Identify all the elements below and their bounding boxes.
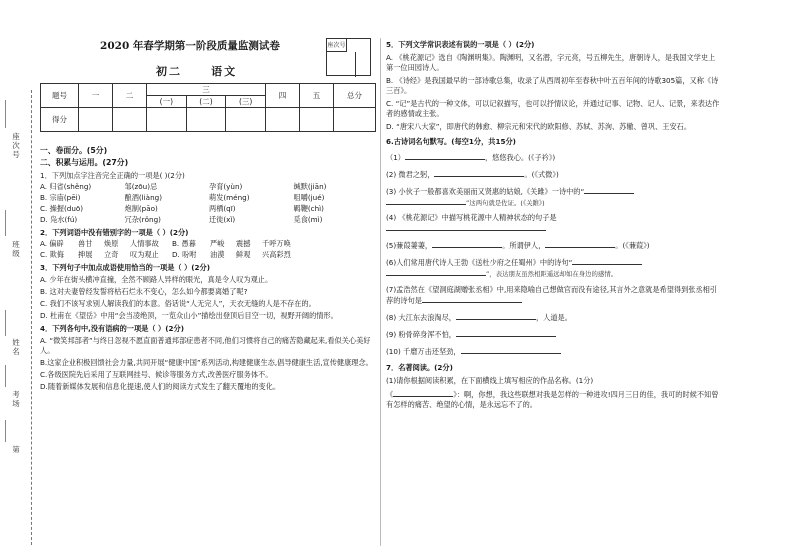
poem-text: (3) 小伙子一般都喜欢美丽而又贤惠的姑娘,《关雎》一诗中的“ — [386, 187, 585, 196]
score-cell[interactable] — [147, 108, 187, 132]
score-cell[interactable] — [334, 108, 376, 132]
room-field[interactable] — [5, 365, 6, 387]
q5-option-b: B. 《诗经》是我国最早的一部诗歌总集，收录了从西周初年至春秋中叶五百年间的诗歌305篇，又称《诗三百》。 — [386, 76, 719, 95]
question-2: 2．下列词语中没有错别字的一项是（ ）(2分) — [40, 228, 189, 237]
q2-opt: 千呼万唤 — [262, 239, 291, 248]
q1-opt: 冗杂(rǒng) — [124, 215, 161, 224]
poem-line-9 — [386, 329, 722, 340]
q7-sub-1: (1)请你根据阅读积累，在下面横线上填写相应的作品名称。(1分) — [386, 376, 594, 385]
poem-text: (10) 千磨万击还坚劲， — [386, 347, 461, 356]
poem-line-2 — [386, 169, 722, 180]
q1-opt: 觅食(mì) — [293, 215, 323, 224]
answer-blank[interactable] — [432, 240, 502, 248]
poem-line-7 — [386, 285, 722, 306]
q4-option-b: B.这家企业积极回馈社会力量,共同开展“健康中国”系列活动,构建健康生态,倡导健康生活,宣传健康理念。 — [40, 358, 373, 367]
q2-opt: 严峻 — [210, 239, 225, 248]
question-6: 6.古诗词名句默写。(每空1分，共15分) — [386, 137, 516, 146]
question-1: 1．下列加点字注音完全正确的一项是( )(2分) — [40, 171, 185, 180]
question-4: 4．下列各句中,没有语病的一项是（ ）(2分) — [40, 324, 184, 333]
grade-label: 初二 — [156, 65, 182, 78]
answer-blank[interactable] — [422, 295, 522, 303]
q1-opt: 邹(zōu)忌 — [124, 182, 158, 191]
answer-blank[interactable] — [386, 223, 546, 231]
left-column — [40, 38, 376, 546]
score-header-total: 总分 — [334, 84, 376, 108]
poem-text: （1） — [386, 153, 405, 162]
poem-text: (2) 微君之躬， — [386, 170, 435, 179]
score-cell[interactable] — [186, 108, 226, 132]
poem-text: ”，表达朋友虽然相距遥远却如在身边的感情。 — [486, 270, 618, 278]
q5-option-a: A. 《桃花源记》选自《陶渊明集》。陶渊明，又名潜，字元亮，号五柳先生，唐朝诗人，是我国文学史上第一位田园诗人。 — [386, 53, 716, 72]
poem-line-4 — [386, 213, 722, 234]
margin-seat-label: 座次号 — [12, 132, 20, 159]
q5-option-d: D. “唐宋八大家”，即唐代的韩愈、柳宗元和宋代的欧阳修、苏轼、苏洵、苏辙、曾巩、王安石。 — [386, 122, 692, 131]
subject-label: 语文 — [211, 65, 238, 78]
q1-options-a — [40, 182, 376, 192]
score-cell[interactable] — [300, 108, 334, 132]
poem-text: (5)蒹葭萋萋， — [386, 241, 433, 250]
answer-blank[interactable] — [434, 169, 524, 177]
score-header-4: 四 — [266, 84, 300, 108]
school-field[interactable] — [5, 420, 6, 442]
margin-school-label: 第 — [12, 445, 20, 454]
score-cell[interactable] — [79, 108, 113, 132]
q1-opt: 缄默(jiān) — [293, 182, 327, 191]
q2-opt: A. 偏辟 — [40, 239, 64, 248]
poem-line-1 — [386, 152, 722, 163]
score-header-num: 题号 — [41, 84, 79, 108]
score-row-label: 得分 — [41, 108, 79, 132]
score-cell[interactable] — [266, 108, 300, 132]
binding-margin — [0, 90, 38, 545]
q1-options-c — [40, 204, 376, 214]
q2-opt: 油漠 — [210, 250, 225, 259]
seat-field[interactable] — [5, 100, 6, 128]
cut-line — [31, 90, 32, 545]
right-column — [386, 40, 722, 546]
poem-text: 。(《蒹葭》) — [615, 241, 650, 250]
q2-opt: 抻展 — [78, 250, 93, 259]
score-header-2: 二 — [113, 84, 147, 108]
passage-text: ：啊，你想，我这些联想对我是怎样的一种进攻!四月三日的佳，我可的时候不知曾有怎样的痛苦、绝望的心情，是永远忘不了的。 — [386, 390, 719, 409]
q1-opt: 羁鞭(chì) — [293, 204, 324, 213]
q1-opt: 炮制(pāo) — [124, 204, 158, 213]
poem-line-6 — [386, 257, 722, 279]
q1-opt: 两栖(qī) — [209, 204, 236, 213]
score-sub-3: (三) — [226, 96, 266, 108]
q5-option-c: C. “记”是古代的一种文体，可以记叙描写，也可以抒情议论，并通过记事、记物、记人、记景，来表达作者的感情或主张。 — [386, 99, 720, 118]
poem-text: 。所谓伊人， — [502, 241, 546, 250]
q2-opt: 兽甘 — [78, 239, 93, 248]
q2-opt: D. 吩咐 — [172, 250, 197, 259]
score-cell[interactable] — [226, 108, 266, 132]
poem-line-5 — [386, 240, 722, 251]
q1-opt: 咀嚼(jué) — [293, 193, 325, 202]
margin-name-label: 姓名 — [12, 338, 20, 356]
q1-opt: 迁徙(xǐ) — [209, 215, 236, 224]
exam-subtitle — [156, 63, 237, 79]
q1-opt: A. 归省(shěng) — [40, 182, 92, 191]
score-header-5: 五 — [300, 84, 334, 108]
score-header-1: 一 — [79, 84, 113, 108]
answer-blank[interactable] — [456, 312, 536, 320]
q4-option-c: C.各级医院先后采用了互联网挂号、候诊等服务方式,改善医疗服务体不。 — [40, 370, 273, 379]
q2-opt: 兴高彩烈 — [262, 250, 291, 259]
poem-line-10 — [386, 346, 722, 357]
name-field[interactable] — [5, 310, 6, 336]
score-table — [40, 83, 376, 132]
q4-option-d: D.随着新媒体发展和信息化提速,使人们的阅读方式发生了翻天覆地的变化。 — [40, 382, 281, 391]
q1-opt: D. 凫水(fú) — [40, 215, 78, 224]
answer-blank[interactable] — [584, 186, 634, 194]
poem-text: ，悠悠我心。(《子衿》) — [484, 153, 556, 162]
q1-opt: 孕育(yùn) — [209, 182, 243, 191]
poem-line-3 — [386, 186, 722, 208]
q2-opt: 鲜观 — [236, 250, 251, 259]
q2-opt: 震撼 — [236, 239, 251, 248]
q2-options-cd — [40, 250, 376, 260]
q3-option-b: B. 这对夫妻曾经发誓将枯石烂永不变心，怎么如今都要离婚了呢? — [40, 287, 248, 296]
seat-divider — [355, 52, 356, 77]
q2-opt: 人情事故 — [130, 239, 159, 248]
q2-opt: C. 欺侮 — [40, 250, 64, 259]
score-sub-1: (一) — [147, 96, 187, 108]
question-7: 7．名著阅读。(2分) — [386, 363, 453, 372]
poem-text: (7)孟浩然在《望洞庭湖赠张丞相》中,用来隐喻自己想做官而没有途径,其言外之意就是希望得到张丞相引荐的诗句是 — [386, 285, 718, 305]
q4-option-a: A. “微笑邦部者”与终日忽视不愿直面普通邦部症患者不同,他们习惯将自己的痛苦隐藏起来,看似关心美好人。 — [40, 336, 371, 355]
poem-text: (9) 粉骨碎身浑不怕， — [386, 330, 456, 339]
seat-number-label: 座次号 — [327, 39, 347, 52]
poem-text: (4) 《桃花源记》中描写桃花源中人精神状态的句子是 — [386, 213, 557, 222]
column-divider — [380, 38, 381, 546]
answer-blank[interactable] — [461, 346, 561, 354]
question-3: 3．下列句子中加点成语使用恰当的一项是（ ）(2分) — [40, 263, 211, 272]
exam-title: 2020 年春学期第一阶段质量监测试卷 — [100, 40, 280, 52]
poem-text: (6)人们常用唐代诗人王勃《送杜少府之任蜀州》中的诗句“ — [386, 258, 573, 267]
class-field[interactable] — [5, 210, 6, 236]
answer-blank[interactable] — [572, 257, 642, 265]
book-title-blank[interactable] — [393, 389, 453, 397]
question-5: 5．下列文学常识表述有误的一项是（ ）(2分) — [386, 40, 535, 49]
q3-option-c: C. 我们不该写求别人解读我们的本意。俗话说“人无完人”，天衣无缝的人是不存在的。 — [40, 299, 316, 308]
q2-opt: B. 愚暮 — [172, 239, 196, 248]
q1-opt: B. 宗庙(pēi) — [40, 193, 81, 202]
poem-line-8 — [386, 312, 722, 323]
seat-number-box[interactable] — [326, 38, 371, 76]
score-cell[interactable] — [113, 108, 147, 132]
section-1: 一、卷面分。(5分) — [40, 146, 108, 155]
answer-blank[interactable] — [386, 197, 466, 205]
q2-opt: 叹为观止 — [130, 250, 159, 259]
q1-opt: 萌发(méng) — [209, 193, 250, 202]
q2-opt: 焕原 — [104, 239, 119, 248]
q1-opt: C. 操握(duō) — [40, 204, 84, 213]
answer-blank[interactable] — [545, 240, 615, 248]
answer-blank[interactable] — [405, 152, 485, 160]
poem-text: ”这两句就是佐证。(《关雎》) — [466, 199, 545, 207]
q7-passage — [386, 389, 722, 410]
margin-room-label: 考场 — [12, 390, 20, 408]
book-bracket-close: 》 — [453, 390, 457, 399]
q3-option-d: D. 杜甫在《望岳》中用“会当凌绝顶，一览众山小”描绘出登顶后目空一切，视野开阔的情形。 — [40, 311, 338, 320]
q2-opt: 立奇 — [104, 250, 119, 259]
q3-option-a: A. 少年在街头横冲直撞，全然不顾路人异样的眼光，真是令人叹为观止。 — [40, 275, 273, 284]
book-bracket-open: 《 — [386, 390, 394, 399]
left-questions — [40, 144, 376, 392]
poem-text: (8) 大江东去浪淘尽， — [386, 313, 456, 322]
section-2: 二、积累与运用。(27分) — [40, 158, 129, 167]
q1-options-d — [40, 215, 376, 225]
q2-options-ab — [40, 239, 376, 249]
poem-text: 。(《式微》) — [524, 170, 559, 179]
q1-options-b — [40, 193, 376, 203]
poem-text: ，人道是。 — [535, 313, 572, 322]
q1-opt: 酿酒(liàng) — [124, 193, 162, 202]
score-sub-2: (二) — [186, 96, 226, 108]
answer-blank[interactable] — [386, 268, 486, 276]
margin-class-label: 班级 — [12, 240, 20, 258]
score-header-3: 三 — [147, 84, 266, 96]
answer-blank[interactable] — [456, 329, 556, 337]
